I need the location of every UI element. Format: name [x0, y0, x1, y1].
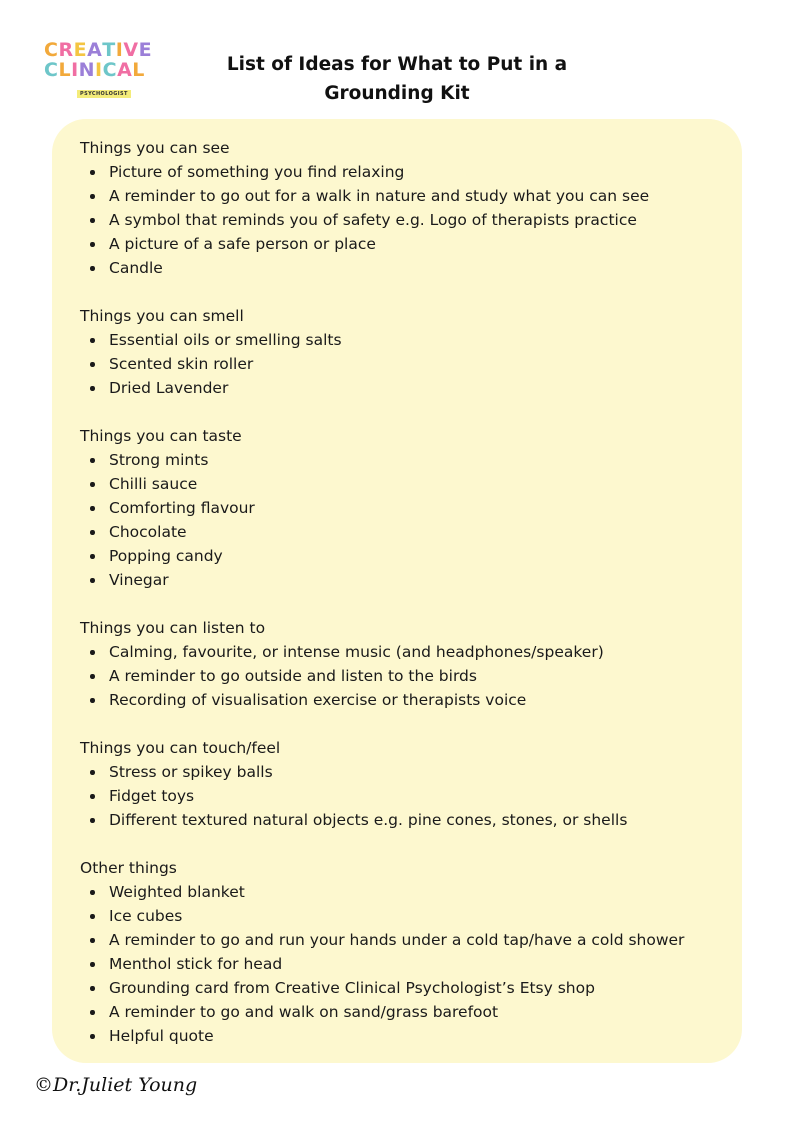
section-smell	[80, 304, 730, 400]
list-item: Strong mints	[80, 448, 730, 472]
section-touch	[80, 736, 730, 832]
section-listen	[80, 616, 730, 712]
section-heading: Things you can listen to	[80, 619, 266, 637]
list-item: A picture of a safe person or place	[80, 232, 730, 256]
page-title	[200, 50, 594, 108]
list-item: Picture of something you find relaxing	[80, 160, 730, 184]
ideas-list	[80, 136, 730, 1048]
section-see	[80, 136, 730, 280]
creative-clinical-logo	[44, 40, 160, 98]
list-item: Comforting flavour	[80, 496, 730, 520]
logo-letter: V	[123, 39, 139, 61]
list-item: Different textured natural objects e.g. pine cones, stones, or shells	[80, 808, 730, 832]
logo-letter: E	[73, 39, 88, 61]
logo-letter: A	[87, 39, 103, 61]
list-item: Menthol stick for head	[80, 952, 730, 976]
list-item: Popping candy	[80, 544, 730, 568]
list-item: Essential oils or smelling salts	[80, 328, 730, 352]
logo-letter: I	[71, 59, 79, 81]
list-item: Weighted blanket	[80, 880, 730, 904]
bullet-list	[80, 160, 730, 280]
list-item: Dried Lavender	[80, 376, 730, 400]
list-item: A reminder to go outside and listen to the birds	[80, 664, 730, 688]
section-taste	[80, 424, 730, 592]
list-item: A reminder to go and run your hands under a cold tap/have a cold shower	[80, 928, 730, 952]
list-item: Vinegar	[80, 568, 730, 592]
bullet-list	[80, 640, 730, 712]
logo-letter: C	[44, 39, 59, 61]
logo-letter: I	[115, 39, 124, 61]
page-title-line-1: List of Ideas for What to Put in a	[226, 54, 568, 75]
list-item: Stress or spikey balls	[80, 760, 730, 784]
list-item: A reminder to go and walk on sand/grass barefoot	[80, 1000, 730, 1024]
logo-letter: T	[102, 39, 116, 61]
section-other	[80, 856, 730, 1048]
list-item: Chilli sauce	[80, 472, 730, 496]
logo-letter: A	[117, 59, 133, 81]
logo-letter: E	[138, 39, 153, 61]
page-title-line-2: Grounding Kit	[324, 83, 470, 104]
logo-letter: L	[58, 59, 72, 81]
bullet-list	[80, 448, 730, 592]
logo-letter: C	[102, 59, 118, 81]
section-heading: Things you can see	[80, 139, 230, 157]
bullet-list	[80, 880, 730, 1048]
list-item: Grounding card from Creative Clinical Psychologist’s Etsy shop	[80, 976, 730, 1000]
logo-letter: I	[95, 59, 103, 81]
logo-letter: R	[58, 39, 74, 61]
section-heading: Things you can taste	[80, 427, 242, 445]
list-item: A symbol that reminds you of safety e.g. Logo of therapists practice	[80, 208, 730, 232]
section-heading: Things you can touch/feel	[80, 739, 281, 757]
logo-line-creative	[44, 40, 160, 60]
list-item: Ice cubes	[80, 904, 730, 928]
bullet-list	[80, 760, 730, 832]
list-item: Helpful quote	[80, 1024, 730, 1048]
section-heading: Other things	[80, 859, 177, 877]
list-item: Candle	[80, 256, 730, 280]
list-item: Chocolate	[80, 520, 730, 544]
logo-line-clinical	[44, 60, 160, 80]
logo-letter: C	[44, 59, 59, 81]
section-heading: Things you can smell	[80, 307, 244, 325]
logo-letter: N	[78, 59, 96, 81]
bullet-list	[80, 328, 730, 400]
author-signature: ©Dr.Juliet Young	[34, 1074, 198, 1096]
list-item: A reminder to go out for a walk in nature and study what you can see	[80, 184, 730, 208]
list-item: Recording of visualisation exercise or therapists voice	[80, 688, 730, 712]
list-item: Calming, favourite, or intense music (and headphones/speaker)	[80, 640, 730, 664]
list-item: Fidget toys	[80, 784, 730, 808]
list-item: Scented skin roller	[80, 352, 730, 376]
logo-letter: L	[132, 59, 145, 81]
logo-badge: PSYCHOLOGIST	[77, 90, 131, 98]
